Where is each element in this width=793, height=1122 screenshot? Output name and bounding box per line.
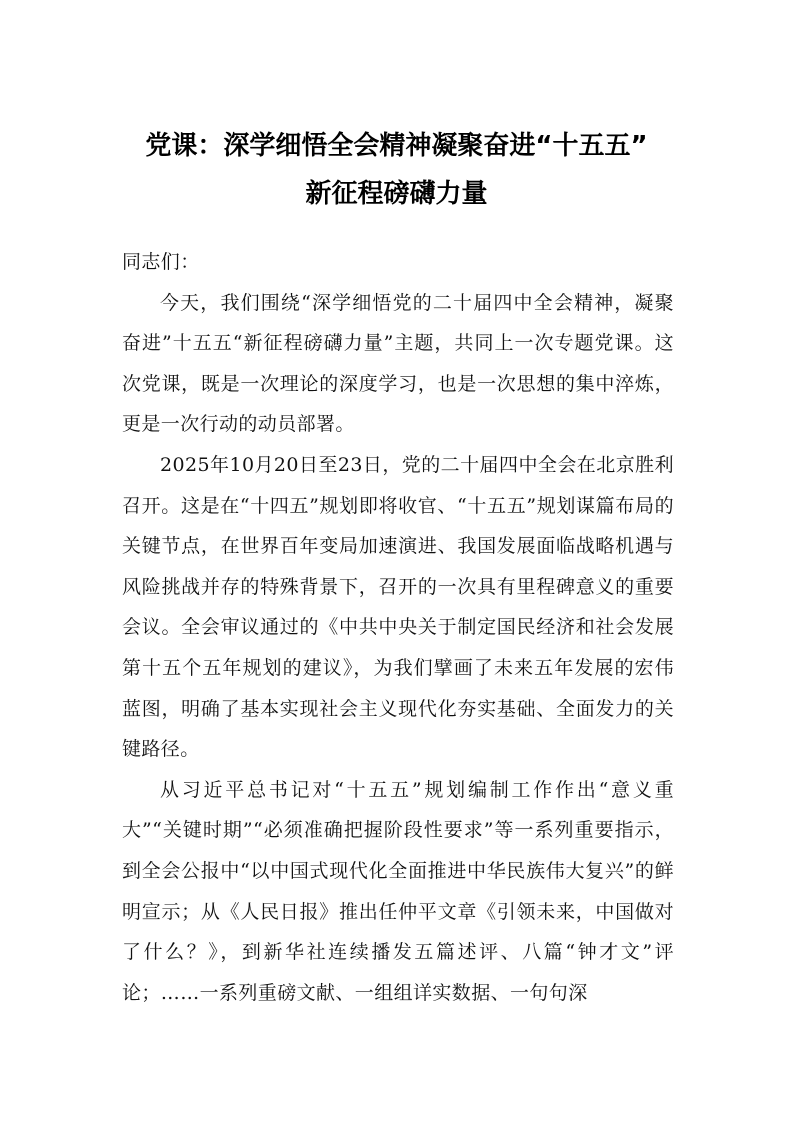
title-line-1: 党课：深学细悟全会精神凝聚奋进“十五五” — [145, 131, 648, 161]
paragraph-2: 2025年10月20日至23日，党的二十届四中全会在北京胜利召开。这是在“十四五”规划即将收官、“十五五”规划谋篇布局的关键节点，在世界百年变局加速演进、我国发展面临战略机遇与风险挑战并存的特殊背景下，召开的一次具有里程碑意义的重要会议。全会审议通过的《中共中央关于制定国民经济和社会发展第十五个五年规划的建议》，为我们擘画了未来五年发展的宏伟蓝图，明确了基本实现社会主义现代化夯实基础、全面发力的关键路径。 — [122, 453, 674, 761]
document-title — [100, 122, 693, 218]
salutation: 同志们： — [122, 251, 200, 273]
paragraph-3: 从习近平总书记对“十五五”规划编制工作作出“意义重大”“关键时期”“必须准确把握阶段性要求”等一系列重要指示，到全会公报中“以中国式现代化全面推进中华民族伟大复兴”的鲜明宣示；从《人民日报》推出任仲平文章《引领未来，中国做对了什么？》，到新华社连续播发五篇述评、八篇“钟才文”评论；……一系列重磅文献、一组组详实数据、一句句深 — [122, 778, 674, 1004]
document-body — [122, 242, 674, 1013]
title-line-2: 新征程磅礴力量 — [305, 179, 488, 209]
paragraph-1: 今天，我们围绕“深学细悟党的二十届四中全会精神，凝聚奋进”十五五“新征程磅礴力量”主题，共同上一次专题党课。这次党课，既是一次理论的深度学习，也是一次思想的集中淬炼，更是一次行动的动员部署。 — [122, 291, 674, 436]
